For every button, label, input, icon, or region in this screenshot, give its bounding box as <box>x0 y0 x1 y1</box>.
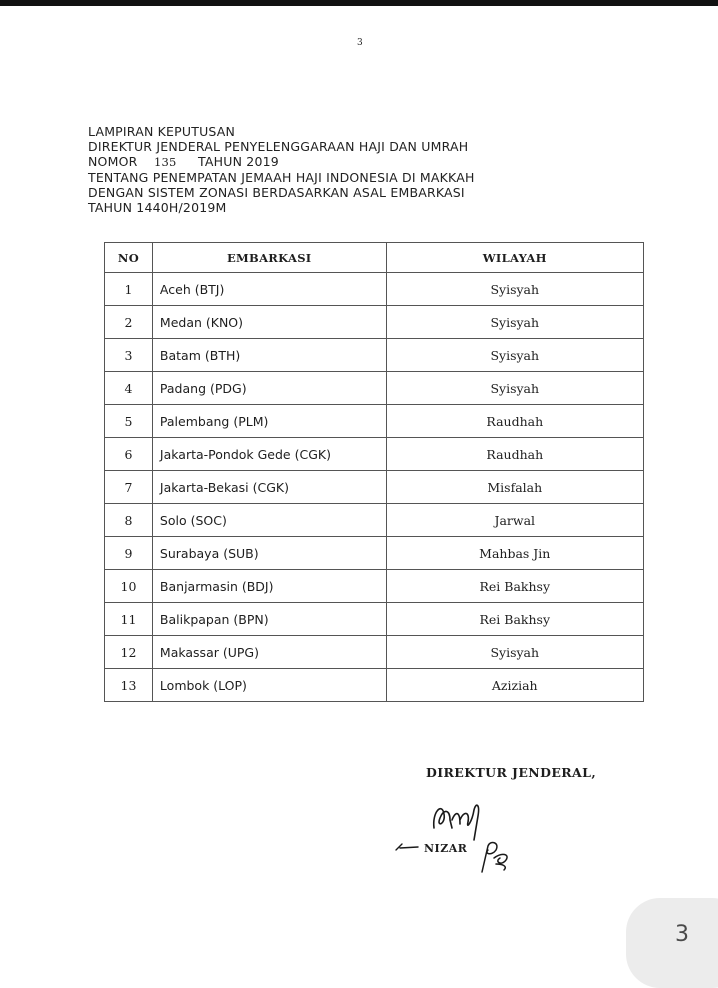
table-row <box>105 504 644 537</box>
header-line-5: DENGAN SISTEM ZONASI BERDASARKAN ASAL EMBARKASI <box>88 185 465 200</box>
table-row <box>105 636 644 669</box>
table-row <box>105 405 644 438</box>
table-row <box>105 372 644 405</box>
cell-embarkasi: Lombok (LOP) <box>152 669 386 702</box>
cell-wilayah: Syisyah <box>386 273 643 306</box>
header-line-6: TAHUN 1440H/2019M <box>88 200 227 215</box>
paraf-initial-icon <box>474 840 514 874</box>
header-wilayah: WILAYAH <box>386 243 643 273</box>
header-no: NO <box>105 243 153 273</box>
cell-wilayah: Jarwal <box>386 504 643 537</box>
cell-wilayah: Syisyah <box>386 372 643 405</box>
table-header-row <box>105 243 644 273</box>
table-row <box>105 603 644 636</box>
page-number-top: 3 <box>357 38 363 48</box>
table-row <box>105 570 644 603</box>
nomor-value: 135 <box>154 155 177 169</box>
header-line-3 <box>88 154 475 170</box>
cell-no: 3 <box>105 339 153 372</box>
cell-wilayah: Mahbas Jin <box>386 537 643 570</box>
cell-embarkasi: Jakarta-Pondok Gede (CGK) <box>152 438 386 471</box>
nomor-label: NOMOR <box>88 154 138 169</box>
signature-title: DIREKTUR JENDERAL, <box>426 765 597 780</box>
table-row <box>105 339 644 372</box>
page-indicator-number: 3 <box>675 922 689 947</box>
signature-scribble-icon <box>428 798 488 842</box>
cell-embarkasi: Medan (KNO) <box>152 306 386 339</box>
cell-wilayah: Syisyah <box>386 339 643 372</box>
cell-wilayah: Rei Bakhsy <box>386 603 643 636</box>
cell-wilayah: Rei Bakhsy <box>386 570 643 603</box>
cell-wilayah: Raudhah <box>386 405 643 438</box>
cell-embarkasi: Jakarta-Bekasi (CGK) <box>152 471 386 504</box>
cell-embarkasi: Makassar (UPG) <box>152 636 386 669</box>
top-edge-bar <box>0 0 718 6</box>
table-row <box>105 273 644 306</box>
cell-embarkasi: Banjarmasin (BDJ) <box>152 570 386 603</box>
document-header <box>88 124 475 215</box>
header-line-4: TENTANG PENEMPATAN JEMAAH HAJI INDONESIA DI MAKKAH <box>88 170 475 185</box>
cell-no: 4 <box>105 372 153 405</box>
cell-no: 12 <box>105 636 153 669</box>
cell-no: 11 <box>105 603 153 636</box>
cell-no: 5 <box>105 405 153 438</box>
cell-wilayah: Syisyah <box>386 636 643 669</box>
table-row <box>105 438 644 471</box>
cell-wilayah: Raudhah <box>386 438 643 471</box>
cell-no: 6 <box>105 438 153 471</box>
cell-no: 7 <box>105 471 153 504</box>
cell-embarkasi: Balikpapan (BPN) <box>152 603 386 636</box>
cell-no: 2 <box>105 306 153 339</box>
cell-wilayah: Misfalah <box>386 471 643 504</box>
cell-no: 13 <box>105 669 153 702</box>
table-row <box>105 537 644 570</box>
cell-embarkasi: Palembang (PLM) <box>152 405 386 438</box>
header-embarkasi: EMBARKASI <box>152 243 386 273</box>
cell-embarkasi: Solo (SOC) <box>152 504 386 537</box>
cell-no: 10 <box>105 570 153 603</box>
table-row <box>105 669 644 702</box>
table-row <box>105 306 644 339</box>
signature-dash-icon <box>394 840 420 855</box>
tahun-label: TAHUN 2019 <box>198 154 279 169</box>
cell-embarkasi: Aceh (BTJ) <box>152 273 386 306</box>
header-line-1: LAMPIRAN KEPUTUSAN <box>88 124 236 139</box>
page-indicator-badge <box>626 898 718 988</box>
signatory-name-row <box>394 840 467 855</box>
cell-embarkasi: Batam (BTH) <box>152 339 386 372</box>
cell-wilayah: Syisyah <box>386 306 643 339</box>
cell-embarkasi: Surabaya (SUB) <box>152 537 386 570</box>
cell-no: 8 <box>105 504 153 537</box>
cell-wilayah: Aziziah <box>386 669 643 702</box>
cell-embarkasi: Padang (PDG) <box>152 372 386 405</box>
signatory-name: NIZAR <box>424 842 468 855</box>
cell-no: 9 <box>105 537 153 570</box>
header-line-2: DIREKTUR JENDERAL PENYELENGGARAAN HAJI DAN UMRAH <box>88 139 469 154</box>
cell-no: 1 <box>105 273 153 306</box>
embarkasi-table <box>104 242 644 702</box>
table-row <box>105 471 644 504</box>
